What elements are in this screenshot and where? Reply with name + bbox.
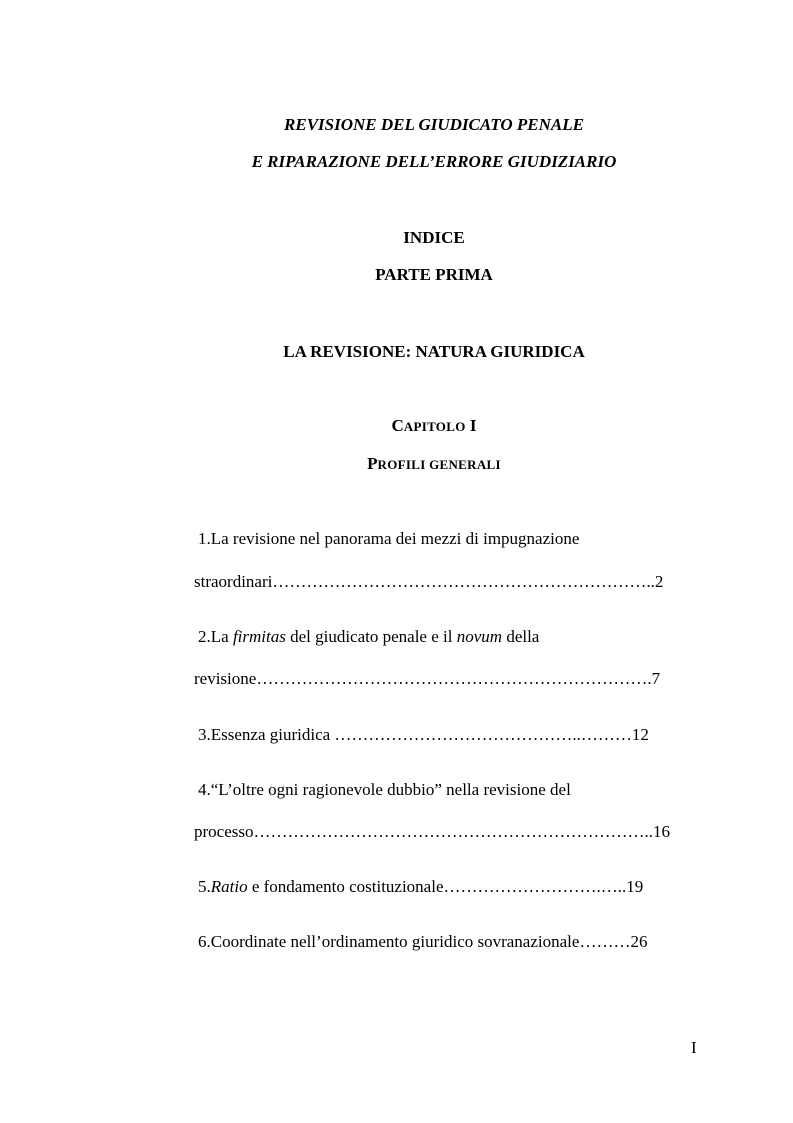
toc-entry-5-ratio: Ratio bbox=[210, 877, 248, 896]
chapter-label bbox=[0, 416, 793, 436]
chapter-subtitle bbox=[0, 454, 793, 474]
toc-entry-1-line-1: 1.La revisione nel panorama dei mezzi di impugnazione bbox=[198, 529, 580, 548]
part-heading: PARTE PRIMA bbox=[375, 265, 493, 284]
toc-entry-5-suffix: e fondamento costituzionale……………………….…..19 bbox=[247, 877, 644, 896]
toc-entry-2-line-2: revisione…………………………………………………………….7 bbox=[194, 669, 661, 688]
toc-entry-2-line-1 bbox=[198, 627, 539, 647]
document-title-line-2: E RIPARAZIONE DELL’ERRORE GIUDIZIARIO bbox=[251, 152, 617, 171]
toc-entry-2-novum: novum bbox=[456, 627, 503, 646]
toc-entry-4-line-1: 4.“L’oltre ogni ragionevole dubbio” nella revisione del bbox=[198, 780, 571, 799]
chapter-subtitle-rest: ROFILI GENERALI bbox=[377, 457, 501, 472]
chapter-label-initial: C bbox=[391, 416, 404, 435]
toc-entry-3: 3.Essenza giuridica ……………………………………..………12 bbox=[198, 725, 649, 744]
toc-entry-6: 6.Coordinate nell’ordinamento giuridico sovranazionale………26 bbox=[198, 932, 648, 951]
toc-entry-4-line-2: processo……………………………………………………………..16 bbox=[194, 822, 670, 841]
page-number: I bbox=[691, 1038, 697, 1057]
chapter-label-rest: APITOLO bbox=[403, 419, 466, 434]
document-title-line-1: REVISIONE DEL GIUDICATO PENALE bbox=[284, 115, 584, 134]
index-heading: INDICE bbox=[403, 228, 465, 247]
chapter-number: I bbox=[465, 416, 477, 435]
section-heading: LA REVISIONE: NATURA GIURIDICA bbox=[283, 342, 585, 361]
toc-entry-5-prefix: 5. bbox=[198, 877, 211, 896]
chapter-subtitle-initial: P bbox=[367, 454, 378, 473]
toc-entry-5 bbox=[198, 877, 643, 897]
toc-entry-2-middle: del giudicato penale e il bbox=[285, 627, 457, 646]
toc-entry-2-prefix: 2.La bbox=[198, 627, 233, 646]
toc-entry-2-suffix: della bbox=[502, 627, 540, 646]
toc-entry-1-line-2: straordinari…………………………………………………………..2 bbox=[194, 572, 664, 591]
toc-entry-2-firmitas: firmitas bbox=[232, 627, 286, 646]
